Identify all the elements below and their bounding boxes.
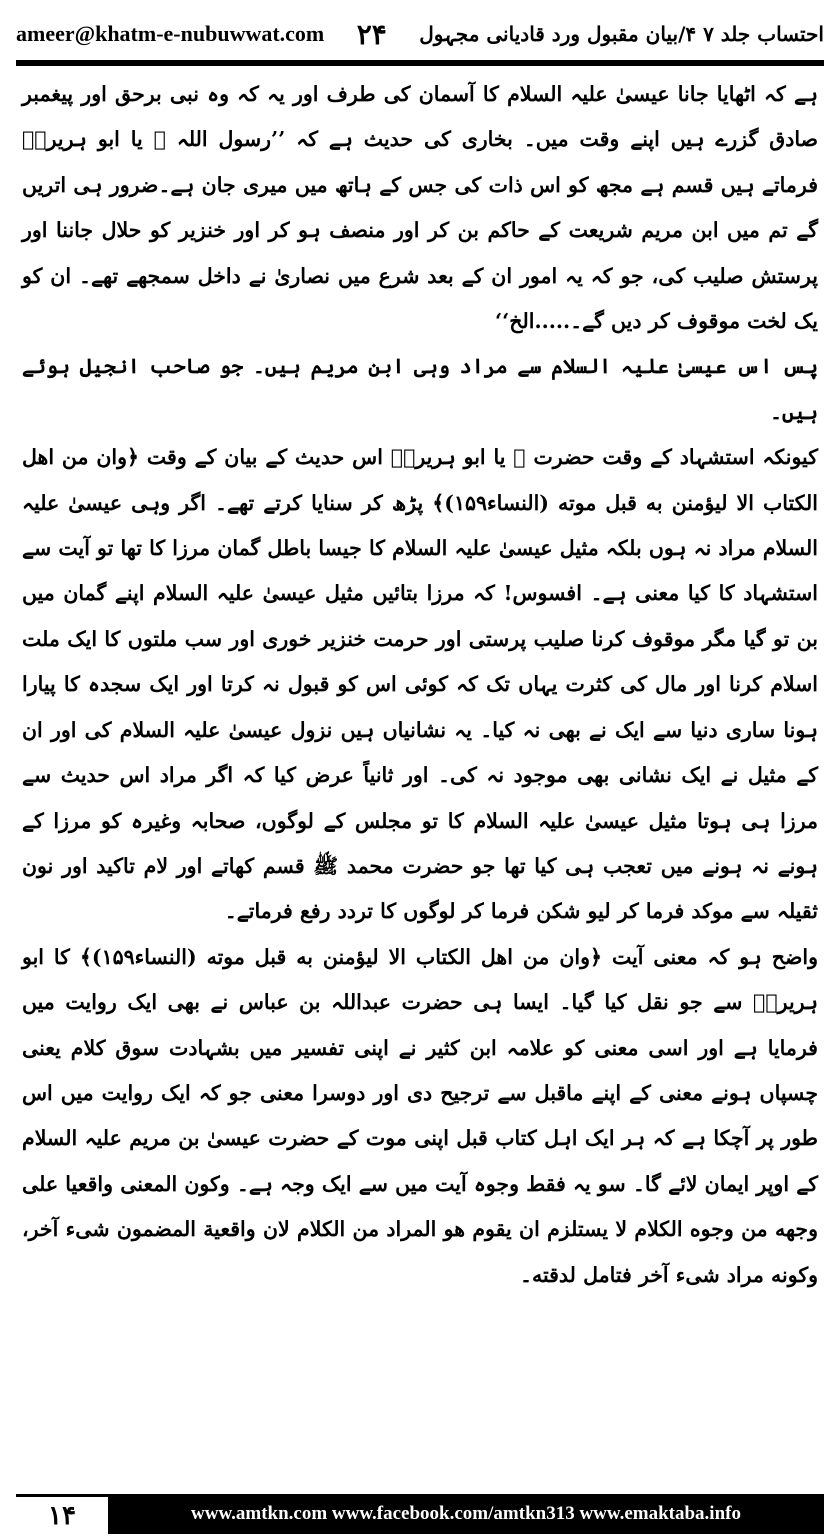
page-header [16,12,824,56]
paragraph-2: پس اس عیسیٰ علیہ السلام سے مراد وہی ابن مریم ہیں۔ جو صاحب انجیل ہوئے ہیں۔ [22,354,818,424]
header-page-marker: ۲۴ [356,17,387,51]
paragraph-1: ہے کہ اٹھایا جانا عیسیٰ علیہ السلام کا آسمان کی طرف اور یہ کہ وہ نبی برحق اور پیغمبر صادق گزرے ہیں اپنے وقت میں۔ بخاری کی حدیث ہے کہ ’’رسول اللہ ﷺ یا ابو ہریرہؓ فرماتے ہیں قسم ہے مجھ کو اس ذات کی جس کے ہاتھ میں میری جان ہے۔ضرور ہی اتریں گے تم میں ابن مریم شریعت کے حاکم بن کر اور منصف ہو کر اور خنزیر کو حلال جاننا اور پرستش صلیب کی، جو کہ یہ امور ان کے بعد شرع میں نصاریٰ نے داخل سمجھے تھے۔ ان کو یک لخت موقوف کر دیں گے۔.....الخ‘‘ [22,82,818,334]
paragraph-3: کیونکہ استشہاد کے وقت حضرت ﷺ یا ابو ہریرہؓ اس حدیث کے بیان کے وقت ﴿وان من اهل الكتاب الا ليؤمنن به قبل موته (النساء۱۵۹)﴾ پڑھ کر سنایا کرتے تھے۔ اگر وہی عیسیٰ علیہ السلام مراد نہ ہوں بلکہ مثیل عیسیٰ علیہ السلام کا جیسا باطل گمان مرزا کا تھا تو آیت سے استشہاد کا کیا معنی ہے۔ افسوس! کہ مرزا بتائیں مثیل عیسیٰ علیہ السلام اپنے گمان میں بن تو گیا مگر موقوف کرنا صلیب پرستی اور حرمت خنزیر خوری اور سب ملتوں کا ایک ملت اسلام کرنا اور مال کی کثرت یہاں تک کہ کوئی اس کو قبول نہ کرتا اور ایک سجدہ کا پیارا ہونا ساری دنیا سے ایک نے بھی نہ کیا۔ یہ نشانیاں ہیں نزول عیسیٰ علیہ السلام کی اور ان کے مثیل نے ایک نشانی بھی موجود نہ کی۔ اور ثانیاً عرض کیا کہ اگر مراد اس حدیث سے مرزا ہی ہوتا مثیل عیسیٰ علیہ السلام کا تو مجلس کے لوگوں، صحابہ وغیرہ کو مرزا کے ہونے نہ ہونے میں تعجب ہی کیا تھا جو حضرت محمد ﷺ قسم کھاتے اور لام تاکید اور نون ثقیلہ سے موکد فرما کر لیو شکن فرما کر لوگوں کا تردد رفع فرماتے۔ [22,445,818,924]
page-footer [16,1494,824,1534]
header-email[interactable]: ameer@khatm-e-nubuwwat.com [16,21,325,46]
header-divider [16,60,824,66]
footer-links[interactable]: www.amtkn.com www.facebook.com/amtkn313 www.emaktaba.info [108,1494,824,1534]
footer-page-number: ۱۴ [16,1494,108,1534]
header-title: احتساب جلد ۷ ۴/بیان مقبول ورد قادیانی مجہول [419,22,824,46]
paragraph-4: واضح ہو کہ معنی آیت ﴿وان من اهل الكتاب الا ليؤمنن به قبل موته (النساء۱۵۹)﴾ کا ابو ہریرہؓ سے جو نقل کیا گیا۔ ایسا ہی حضرت عبداللہ بن عباس نے بھی ایک روایت میں فرمایا ہے اور اسی معنی کو علامہ ابن کثیر نے اپنی تفسیر میں بشہادت سوق کلام یعنی چسپاں ہونے معنی کے اپنے ماقبل سے ترجیح دی اور دوسرا معنی جو کہ ایک روایت میں اس طور پر آچکا ہے کہ ہر ایک اہل کتاب قبل اپنی موت کے حضرت عیسیٰ بن مریم علیہ السلام کے اوپر ایمان لائے گا۔ سو یہ فقط وجوہ آیت میں سے ایک وجہ ہے۔ وكون المعنى واقعيا على وجهه من وجوه الكلام لا يستلزم ان يقوم هو المراد من الكلام لان واقعية المضمون شىء آخر، وكونه مراد شىء آخر فتامل لدقته۔ [22,944,818,1287]
page-body [22,72,818,1472]
